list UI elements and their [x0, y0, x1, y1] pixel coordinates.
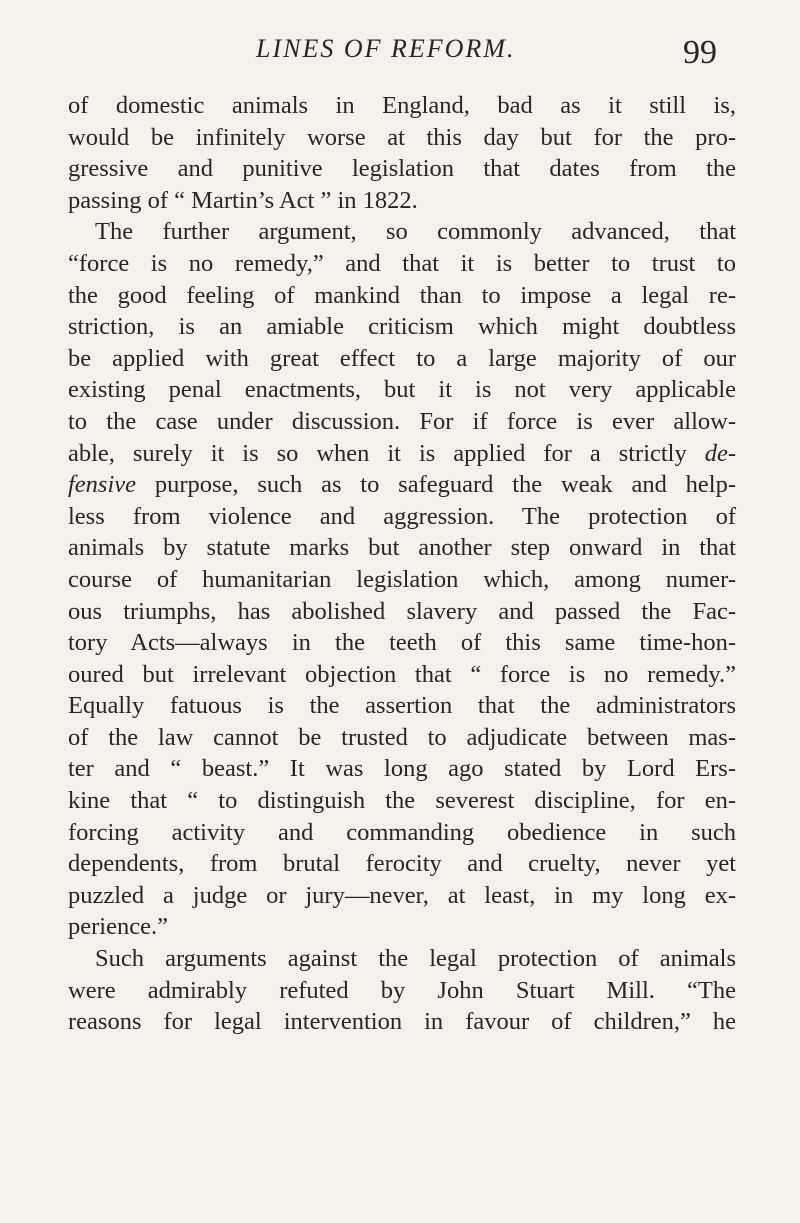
text-line	[68, 374, 736, 406]
text-line	[68, 627, 736, 659]
text-line	[68, 975, 736, 1007]
text-segment: puzzled a judge or jury—never, at least, in my long ex-	[68, 881, 736, 909]
text-line	[68, 280, 736, 312]
text-line	[68, 406, 736, 438]
text-line	[68, 817, 736, 849]
running-title: LINES OF REFORM.	[256, 34, 516, 63]
text-segment: would be infinitely worse at this day but for the pro-	[68, 123, 736, 151]
text-line	[68, 185, 736, 217]
text-line	[68, 785, 736, 817]
text-line	[68, 469, 736, 501]
text-line	[68, 596, 736, 628]
text-segment: existing penal enactments, but it is not very applicable	[68, 376, 736, 404]
text-segment: kine that “ to distinguish the severest discipline, for en-	[68, 787, 736, 815]
text-line	[68, 90, 736, 122]
text-line	[68, 532, 736, 564]
text-segment: were admirably refuted by John Stuart Mill. “The	[68, 976, 736, 1004]
italic-text: fensive	[68, 471, 137, 499]
text-segment: ous triumphs, has abolished slavery and passed the Fac-	[68, 597, 736, 625]
text-segment: able, surely it is so when it is applied for a strictly	[68, 439, 705, 467]
text-segment: ter and “ beast.” It was long ago stated by Lord Ers-	[68, 755, 736, 783]
text-segment: the good feeling of mankind than to impose a legal re-	[68, 281, 736, 309]
text-segment: oured but irrelevant objection that “ force is no remedy.”	[68, 660, 736, 688]
text-line	[68, 216, 736, 248]
text-segment: of the law cannot be trusted to adjudicate between mas-	[68, 723, 736, 751]
text-line	[68, 248, 736, 280]
text-segment: of domestic animals in England, bad as it still is,	[68, 92, 736, 119]
text-segment: passing of “ Martin’s Act ” in 1822.	[68, 186, 418, 214]
italic-text: de-	[704, 439, 736, 467]
text-segment: to the case under discussion. For if force is ever allow-	[68, 407, 736, 435]
text-line	[68, 122, 736, 154]
text-line	[68, 438, 736, 470]
text-segment: less from violence and aggression. The protection of	[68, 502, 736, 530]
text-line	[68, 343, 736, 375]
text-segment: animals by statute marks but another step onward in that	[68, 534, 736, 562]
text-line	[68, 311, 736, 343]
page-number: 99	[683, 34, 717, 71]
text-line	[68, 659, 736, 691]
text-line	[68, 848, 736, 880]
text-line	[68, 753, 736, 785]
text-line	[68, 690, 736, 722]
text-segment: tory Acts—always in the teeth of this same time-hon-	[68, 629, 736, 657]
text-line	[68, 1006, 736, 1038]
text-line	[68, 564, 736, 596]
text-line	[68, 153, 736, 185]
body-text	[68, 90, 736, 1038]
text-segment: gressive and punitive legislation that dates from the	[68, 155, 736, 183]
text-segment: purpose, such as to safeguard the weak and help-	[136, 471, 736, 499]
text-line	[68, 722, 736, 754]
text-line	[68, 911, 736, 943]
running-head	[0, 34, 800, 74]
text-segment: reasons for legal intervention in favour of children,” he	[68, 1008, 736, 1036]
text-segment: striction, is an amiable criticism which might doubtless	[68, 313, 736, 341]
text-segment: The further argument, so commonly advanced, that	[95, 218, 736, 246]
text-segment: course of humanitarian legislation which, among numer-	[68, 565, 736, 593]
text-segment: perience.”	[68, 913, 168, 941]
text-segment: dependents, from brutal ferocity and cruelty, never yet	[68, 850, 736, 878]
text-segment: Such arguments against the legal protection of animals	[95, 945, 736, 973]
text-segment: forcing activity and commanding obedience in such	[68, 818, 736, 846]
text-segment: be applied with great effect to a large majority of our	[68, 344, 736, 372]
text-line	[68, 943, 736, 975]
text-segment: Equally fatuous is the assertion that the administrators	[68, 692, 736, 720]
text-line	[68, 501, 736, 533]
text-line	[68, 880, 736, 912]
text-segment: “force is no remedy,” and that it is better to trust to	[68, 249, 736, 277]
